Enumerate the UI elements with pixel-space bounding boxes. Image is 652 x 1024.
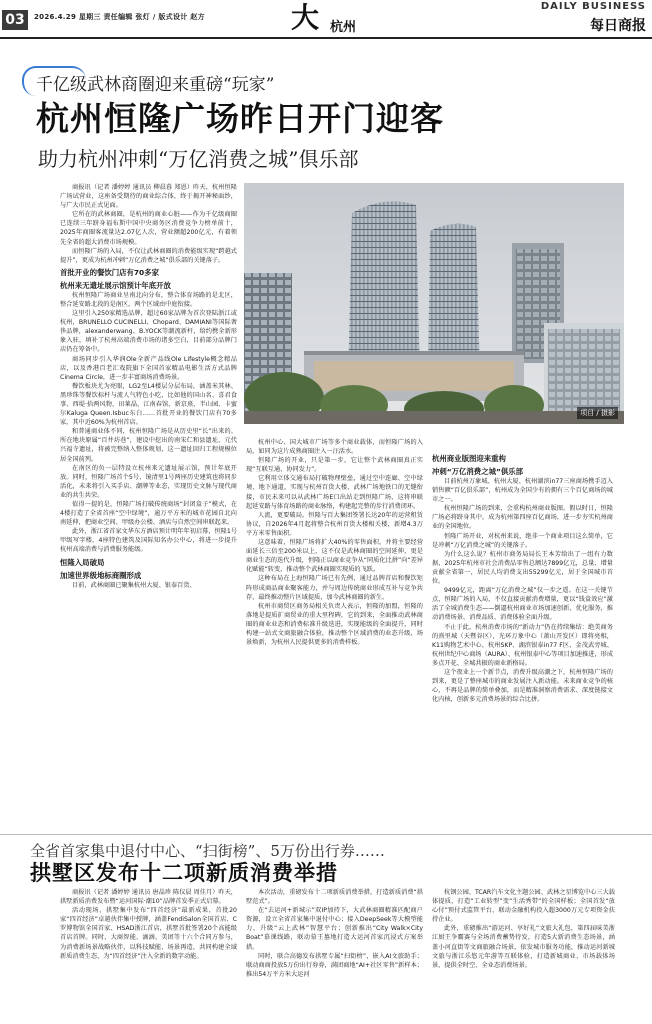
body-paragraph: 商报讯（记者 潘婷婷 通讯员 柳晨暮 郑恩）昨天，杭州恒隆广场试营业，这座备受期待的商业综合体，终于揭开神秘面纱，与广大市民正式见面。	[60, 184, 237, 210]
body-paragraph: 杭州恒隆广场商业呈南北向分布，整合体育场路的是北区，整合延安路北段的是南区，两个区域由中庭衔接。	[60, 291, 237, 308]
section-subhead: 杭州商业版图迎来重构	[432, 454, 506, 463]
chinese-masthead: 每日商报	[590, 18, 646, 34]
section-subhead: 杭州来无遗址展示馆预计年底开放	[60, 280, 171, 290]
body-paragraph: 这意味着，恒隆广场将扩大40%的零售面积，并将主要经营面延长三倍至200米以上，这不仅是武林商圈的空间延伸，更是商业生态的迭代升级，恒隆正以商业竞争从“同质化比拼”向“差异化赋能”转变，推动整个武林商圈实现质的飞跃。	[246, 539, 423, 574]
article-photo	[244, 183, 624, 424]
second-column-1	[60, 888, 237, 1022]
body-paragraph: 杭州中心、国大城市广场等多个商业载体，而恒隆广场的入局，如同为这片成熟商圈注入一汪活水。	[246, 439, 423, 456]
body-paragraph: 餐饮板块尤为亮眼，LG2至L4楼层分层布局，涵盖米其林、黑珍珠等餐饮标杆与流人气特色小吃，比如他的国山名、喜君食事、西堤·拾两风物、田莱晶、江南春馆、新京熹、半山园、卡蜜尔Kaluga Queen.Isbuc东白……首批开业的餐饮门店有70多家，其中近60%为杭州首店。	[60, 382, 237, 427]
body-paragraph: 和普通商业体不同，杭州恒隆广场是从历史里“长”出来的。所在地块原属“百井坊巷”，建设中挖出的南宋仁和县遗址、元代兴福寺遗址，将被完整纳入整体规划，这一遗址回归工程规模位居全国前列。	[60, 428, 237, 463]
main-subheadline: 助力杭州冲刺“万亿消费之城”俱乐部	[38, 147, 359, 171]
body-paragraph: 这里引入250家精选品牌，超过60家品牌为首次登陆浙江或杭州，BRUNELLO CUCINELLI、Chopard、DAMIANI等国际奢侈品牌，alexanderwang、B.YOCK等潮流新杆，给约携全新形象入驻，填补了杭州高端消费市场的诸多空白，目前部分品牌门店仍在筹备中。	[60, 310, 237, 354]
body-paragraph: 这种布局在上海恒隆广场已有先例，通过品牌首店和餐饮矩阵形成商品商业聚客能力，并与周边传统商业形成互补与竞争共存，最终推动整片区域提质，加今武林商圈的新生。	[246, 575, 423, 601]
body-paragraph: 杭州市商贸区商务局相关负责人表示，恒隆的加盟，恒隆的落地是提质扩商贸业的重大里程碑，它的到来，全面推动武林商圈的商业业态和消费标准升级迭进，实现能级的全面提升，同时构建一站式文商旅融合体验，推动整个区域消费的业态升级、场景焕新，为杭州人民提供更多的消费样板。	[246, 602, 423, 647]
section-subhead: 首批开业的餐饮门店有70多家	[60, 267, 159, 277]
body-paragraph: 在南区的负一层特设立杭州来元遗址展示馆，预计年底开放。同时，恒隆广场首个5号、镜清里1号两座历史建筑也将同步活化，未来将引入买手店、潮牌等业态，实现历史文脉与现代商业的共生共荣。	[60, 464, 237, 499]
body-paragraph: 恒隆广场的开业，只是第一步，它让整个武林商圈真正实现“互联互通、协同发力”。	[246, 457, 423, 474]
second-column-2	[246, 888, 423, 1022]
main-headline: 杭州恒隆广场昨日开门迎客	[36, 99, 444, 138]
second-kicker: 全省首家集中退付中心、“扫街榜”、5万份出行券……	[30, 842, 385, 860]
section-glyph: 大	[291, 1, 320, 34]
header-rule	[0, 37, 652, 39]
body-paragraph: 它所在的武林商圈，是杭州的商业心脏——作为千亿级商圈已连续三年跻身福布斯中国中央商务区消费竞争力榜单前十，2025年商圈客流量达2.07亿人次，营业额超200亿元，有着领先全省的超大消费市场规模。	[60, 211, 237, 246]
body-paragraph: 为什么这么说？杭州市商务局局长王本芳给出了一组有力数据，2025年杭州市社会消费品零售总额达7899亿元，总量、增量贡献全省第一，居民人均消费支出55299亿元，居于全国城市首位。	[432, 550, 613, 586]
article-column-3	[432, 451, 613, 829]
section-name: 杭州	[330, 20, 357, 35]
body-paragraph: 杭州恒隆广场的到来，会重构杭州商业版图。假以时日，恒隆广场必将跻身其中，成为杭州第四座百亿商场，进一步夯实杭州商业的全国地位。	[432, 505, 613, 531]
second-headline: 拱墅区发布十二项新质消费举措	[30, 861, 338, 885]
body-paragraph: 值得一提的是，恒隆广场打破传统商场“封闭盒子”模式，在4楼打造了全省首座“空中绿境”，逾万平方米的城市花园自北向南延伸，把商业空间、甲级办公楼、酒店与自然空间串联起来。	[60, 501, 237, 527]
body-paragraph: 这个夜业上一个新节点，消费升级高潮之下，杭州恒隆广场的到来，更是了整座城市的商业发展注入新动能。未来商业竞争的核心，不再是品牌的简单叠加，而是精准洞察消费需求、深度链接文化内核，创新多元消费场景的综合比拼。	[432, 668, 613, 704]
article-separator	[0, 834, 652, 835]
main-kicker-text: 千亿级武林商圈迎来重磅“玩家”	[36, 75, 275, 95]
body-paragraph: 本次活动，重磅发布十二项新质消费举措，打造新质消费“拱墅范式”。	[246, 889, 423, 906]
body-paragraph: 9499亿元，距离“万亿消费之城”仅一步之遥。在这一关键节点，恒隆广场的入局，不仅直接贡献消费增量，更以“钱盒效应”激活了全城消费生态——倒逼杭州商业市场加速创新、优化服务，推动消费场景、消费品质、消费体验全面升级。	[432, 587, 613, 622]
body-paragraph: 目前杭州万象城、杭州大厦、杭州湖滨in77三座商场携手迈入销售额“百亿俱乐部”，杭州成为全国少有的拥有三个百亿商场的城市之一。	[432, 478, 613, 504]
body-paragraph: 恒隆广场开业，对杭州来说，绝非一个商业项目这么简单，它是冲刺“万亿消费之城”的关键落子。	[432, 532, 613, 549]
body-paragraph: 商场同步引入华润Ole全新产品线Ole Lifestyle概念精品店，以及香港百老汇戏院旗下全国首家精品电影生活方式品牌Cinema Circle，进一步丰富商场消费场景。	[60, 355, 237, 381]
section-subhead: 冲刺“万亿消费之城”俱乐部	[432, 467, 524, 476]
body-paragraph: 它利用立体交通布局打破物理壁垒，通过空中连廊、空中绿境、地下通道，实现与杭州百货大楼、武林广场地铁口的无缝衔接，市民未来可以从武林广场E口出站走到恒隆广场，这将串联起延安路与体育场路的商业脉络，构建起完整的步行消费闭环。	[246, 475, 423, 510]
body-paragraph: 人流，更要破局。恒隆与百大集团签署长达20年的运营租赁协议，自2026年4月起将整合杭州百货大楼相关楼，新增4.3万平方米零售面积。	[246, 511, 423, 537]
body-paragraph: 此外，重磅推出“游运河、享好礼”文旅大礼包，第四届味美浙江厨王争霸赛与全场消费蓄势待发，打造5大新消费生态场景，涵盖小河直街等文商旅融合场景，依发城市服务功能，推动运河新城文旅与浙江乐悠元年游等互联体验，打造新城商业、市场载体场景，提供全时空、全业态消费场景。	[432, 925, 615, 969]
body-paragraph: 此外，浙江省首家文华东方酒店预计明年年初启幕，恒隆1号甲级写字楼、4座特色建筑及国际知名办公中心，将进一步提升杭州高端消费与消费服务能级。	[60, 528, 237, 554]
article-column-2	[246, 438, 423, 829]
body-paragraph: 而恒隆广场的入局，不仅让武林商圈的消费能级实现“跨越式提升”，更成为杭州冲刺“万亿消费之城”俱乐部的关键落子。	[60, 247, 237, 264]
body-paragraph: 在“去运河+新城示”双IP加持下，大武林商圈精准匹配商户资源，设立全省首家集中退付中心；接入DeepSeek等大模型能力，升级“云上武林”智慧平台；创新推出“City Walk×City Boat”慕课线路，联动慕王墓地打造大运河首家沉浸式方案举措。	[246, 907, 423, 951]
body-paragraph: 杭钢公园、TCAR汽车文化主题公园、武林之星博览中心三大载体提质，打造“工业转型”变“生活秀带”的全国样板；全国首发“放心付”预付式监管平台，联动金融机构投入超3000万元专项资金扶持企业。	[432, 889, 615, 924]
dateline: 2026.4.29 星期三 责任编辑 张灯 / 版式设计 赵方	[34, 13, 205, 21]
body-paragraph: 不止于此，杭州消费市场的“新动力”仍在持续集结：绝美商务的熹里城（天暨谷区）、光环万象中心（萧山开发区）即将亮相，K11购物艺术中心、杭州SKP、湖滨银泰in77 F区、金茂武旁城、杭州世纪中心商场（AURA）、杭州银泰中心等项目加速推进，形成多点开花、全城共振的商业新格局。	[432, 623, 613, 667]
page-header	[0, 0, 652, 42]
english-masthead: DAILY BUSINESS	[540, 1, 646, 12]
section-subhead: 恒隆入局破局	[60, 557, 105, 567]
body-paragraph: 商报讯（记者 潘婷婷 通讯员 唐晶珍 陈仪晨 周佳月）昨天，拱墅新质消费发布暨“运河国际·潮10”品牌首发季正式启幕。	[60, 889, 237, 906]
second-column-3	[432, 888, 615, 1022]
body-paragraph: 活动现场，拱墅集中发布“四首经济”最新成果，首批20家“四首经济”卓越伙伴集中授牌，涵盖FendiSalon全国首店、C罗博物馆全国首家、HSAD浙江首店，拱墅首批签署20个高能级首店首牌。同时，大商智能、滴滴、美团等十六个合同方参与，为消费新场景战略伙伴，以科技赋能、场景再造，共同构建全域新质消费生态，为“四首经济”注入全新的数字动能。	[60, 907, 237, 960]
article-column-1	[60, 183, 237, 829]
main-kicker	[36, 70, 274, 95]
page-number: 03	[2, 10, 28, 30]
photo-caption: 项目 / 摄影	[577, 407, 618, 419]
section-subhead: 加速世界级地标商圈形成	[60, 570, 142, 580]
body-paragraph: 同时，联合高德发布拱墅专属“扫街榜”，嵌入AI文旅助手；联动商商投放5万份出行券券，满团商地“AI+社区零售”新样本；推出54万平方米大运河	[246, 952, 423, 978]
body-paragraph: 目前，武林商圈已聚集杭州大厦、银泰百货、	[72, 581, 196, 589]
mall-photo-illustration	[244, 183, 624, 424]
kicker-decoration	[22, 66, 86, 96]
